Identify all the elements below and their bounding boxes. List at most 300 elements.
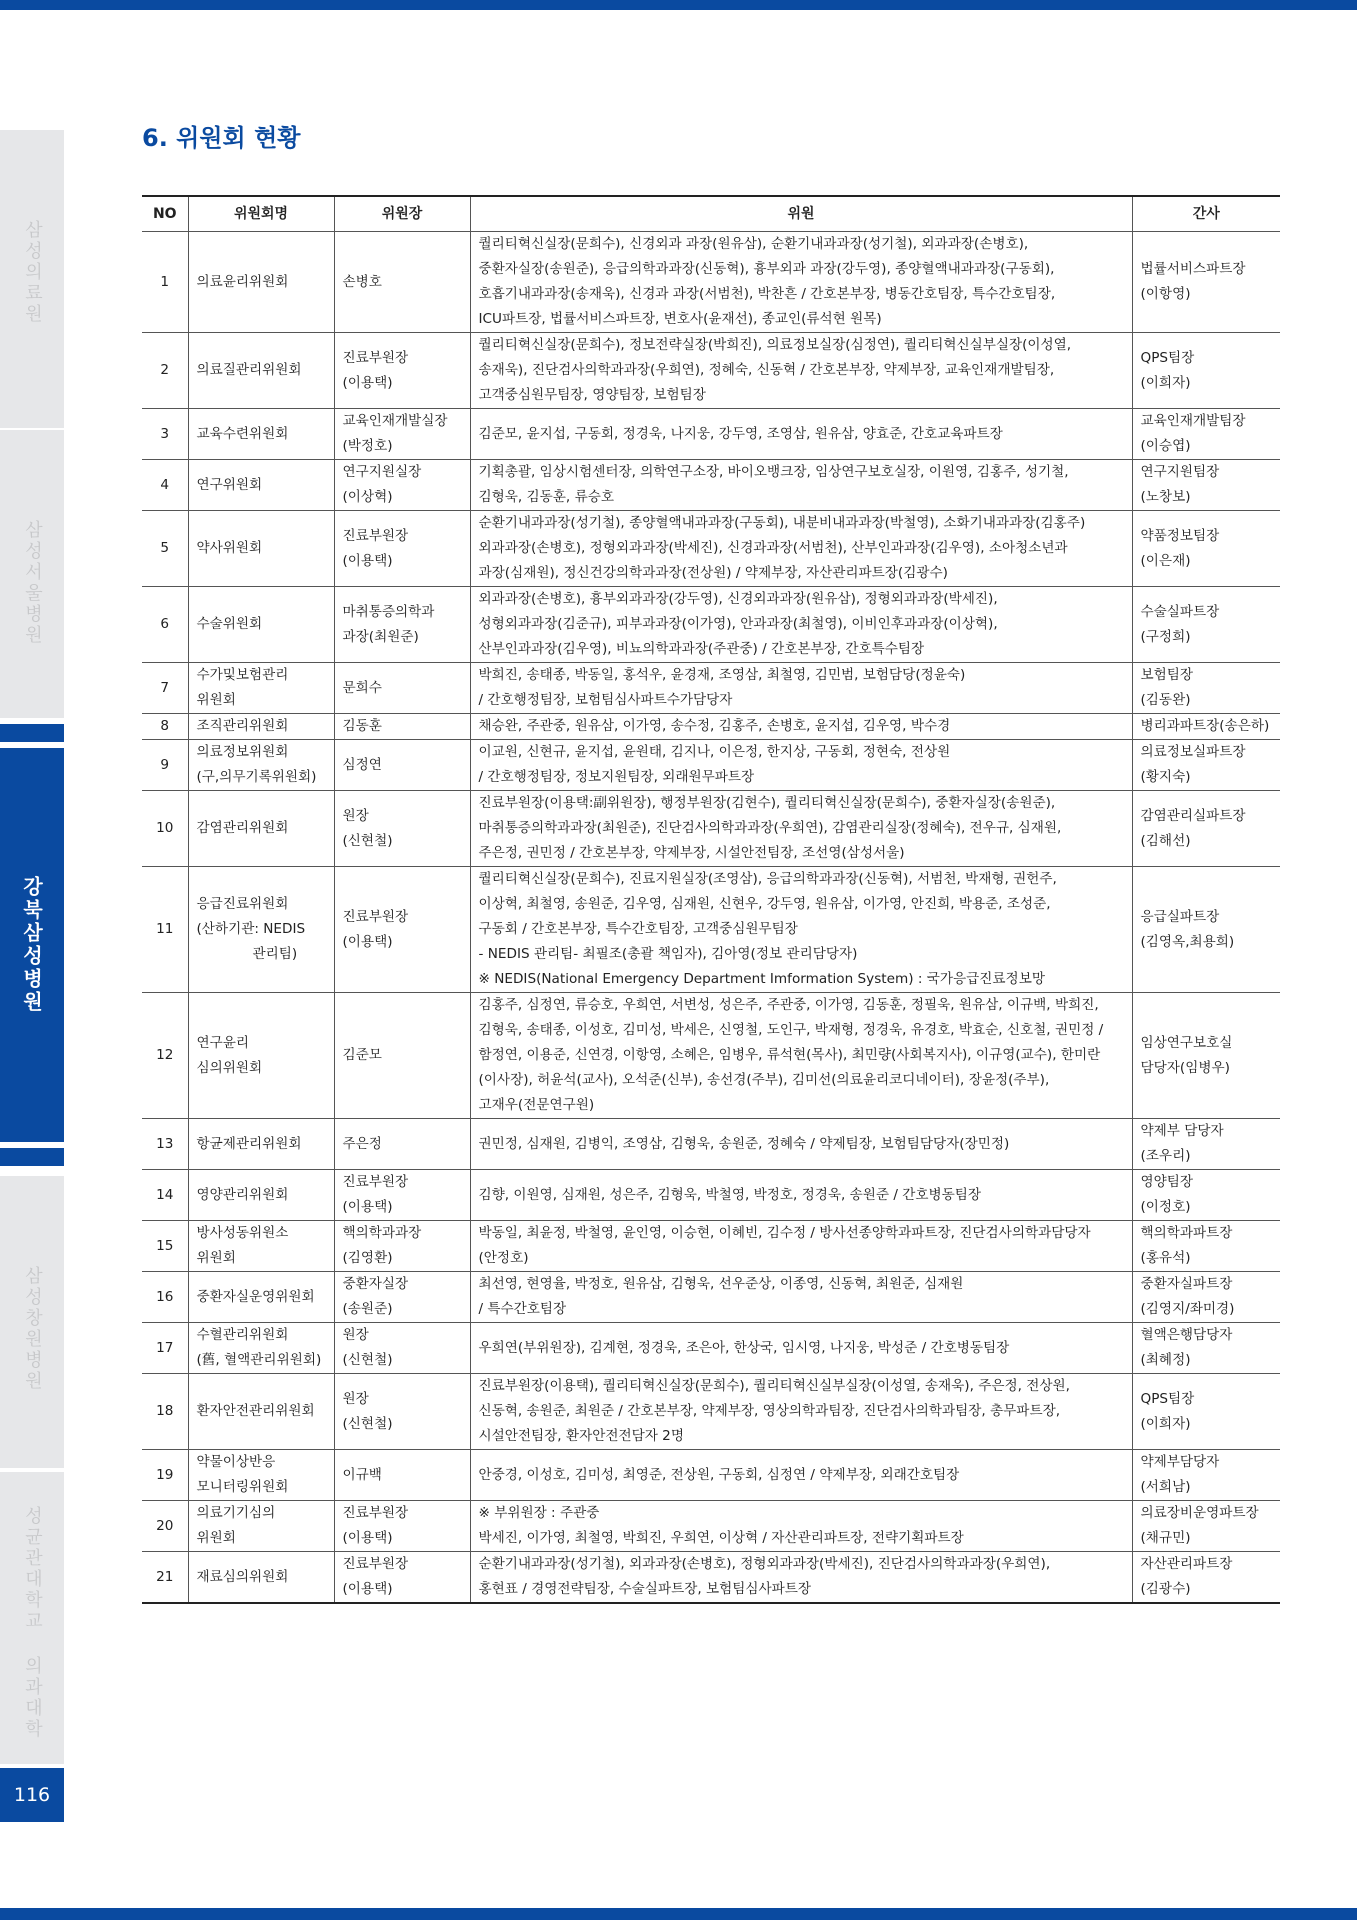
secretary-line: (김영지/좌미경) <box>1140 1301 1235 1317</box>
table-row <box>142 232 1280 333</box>
secretary-line: (이항영) <box>1140 286 1191 302</box>
committee-name-line: 위원회 <box>196 1250 236 1266</box>
secretary-line: 수술실파트장 <box>1140 603 1220 620</box>
row-number: 18 <box>142 1374 188 1450</box>
members-cell <box>470 511 1132 587</box>
chair-cell <box>334 740 470 791</box>
table-row <box>142 1501 1280 1552</box>
members-line: 성형외과과장(김준규), 피부과과장(이가영), 안과과장(최철영), 이비인후과과장(이상혁), <box>478 616 998 632</box>
members-line: 안중경, 이성호, 김미성, 최영준, 전상원, 구동회, 심정연 / 약제부장, 외래간호팀장 <box>478 1466 960 1483</box>
chair-line: 중환자실장 <box>342 1276 409 1292</box>
chair-cell <box>334 1450 470 1501</box>
secretary-cell <box>1132 333 1280 409</box>
side-tab-label: 성균관대학교 의과대학 <box>22 1506 43 1740</box>
secretary-line: (김광수) <box>1140 1581 1191 1597</box>
committee-name-line: 감염관리위원회 <box>196 820 289 836</box>
chair-line: 손병호 <box>342 273 382 290</box>
secretary-line: 자산관리파트장 <box>1140 1556 1233 1572</box>
members-cell <box>470 867 1132 993</box>
members-cell <box>470 663 1132 714</box>
members-line: 마취통증의학과과장(최원준), 진단검사의학과과장(우희연), 감염관리실장(정혜숙), 전우규, 심재원, <box>478 820 1062 836</box>
members-line: 박희진, 송태종, 박동일, 홍석우, 윤경재, 조영삼, 최철영, 김민범, 보험담당(정윤숙) <box>478 667 966 683</box>
table-row <box>142 1221 1280 1272</box>
header-no: NO <box>142 196 188 232</box>
secretary-line: 핵의학과파트장 <box>1140 1225 1233 1241</box>
table-row <box>142 1450 1280 1501</box>
chair-line: 김동훈 <box>342 718 382 734</box>
side-tab-label: 삼성창원병원 <box>22 1266 43 1392</box>
members-cell <box>470 1170 1132 1221</box>
secretary-line: (조우리) <box>1140 1148 1191 1164</box>
secretary-line: 교육인재개발팀장 <box>1140 413 1246 429</box>
chair-line: 마취통증의학과 <box>342 603 435 620</box>
active-tab-strip-top <box>0 724 64 742</box>
members-cell <box>470 740 1132 791</box>
secretary-line: 응급실파트장 <box>1140 908 1220 925</box>
chair-cell <box>334 791 470 867</box>
side-tab-skku-medicine[interactable] <box>0 1472 64 1764</box>
members-line: 호흡기내과과장(송재욱), 신경과 과장(서범천), 박찬흔 / 간호본부장, 병동간호팀장, 특수간호팀장, <box>478 286 1056 302</box>
committee-name-line: 방사성동위원소 <box>196 1225 289 1241</box>
table-row <box>142 460 1280 511</box>
chair-cell <box>334 867 470 993</box>
members-line: 김향, 이원영, 심재원, 성은주, 김형욱, 박철영, 박정호, 정경욱, 송원준 / 간호병동팀장 <box>478 1186 982 1203</box>
chair-line: 원장 <box>342 1390 369 1407</box>
chair-line: (신현철) <box>342 832 393 849</box>
chair-line: 원장 <box>342 807 369 824</box>
chair-line: 진료부원장 <box>342 527 409 544</box>
table-row <box>142 1552 1280 1604</box>
table-row <box>142 1323 1280 1374</box>
chair-cell <box>334 663 470 714</box>
secretary-line: (김해선) <box>1140 832 1191 849</box>
members-cell <box>470 333 1132 409</box>
committee-name-cell <box>188 409 334 460</box>
secretary-cell <box>1132 1552 1280 1604</box>
committee-name-cell <box>188 663 334 714</box>
chair-cell <box>334 232 470 333</box>
secretary-cell <box>1132 1374 1280 1450</box>
row-number: 17 <box>142 1323 188 1374</box>
committee-name-cell <box>188 867 334 993</box>
secretary-cell <box>1132 1450 1280 1501</box>
members-line: 기획총괄, 임상시험센터장, 의학연구소장, 바이오뱅크장, 임상연구보호실장, 이원영, 김홍주, 성기철, <box>478 464 1069 480</box>
table-row <box>142 740 1280 791</box>
secretary-line: (이희자) <box>1140 374 1191 391</box>
secretary-cell <box>1132 993 1280 1119</box>
table-row <box>142 1119 1280 1170</box>
members-line: 순환기내과과장(성기철), 종양혈액내과과장(구동회), 내분비내과과장(박철영), 소화기내과과장(김홍주) <box>478 515 1086 531</box>
committee-name-line: 항균제관리위원회 <box>196 1135 302 1152</box>
chair-line: 문희수 <box>342 679 382 696</box>
members-line: ICU파트장, 법률서비스파트장, 변호사(윤재선), 종교인(류석현 원목) <box>478 311 882 327</box>
chair-line: 주은정 <box>342 1135 382 1152</box>
chair-line: 진료부원장 <box>342 908 409 925</box>
side-tab-label: 삼성서울병원 <box>22 520 43 646</box>
secretary-cell <box>1132 1323 1280 1374</box>
committee-name-line: 수혈관리위원회 <box>196 1327 289 1343</box>
committee-name-cell <box>188 1501 334 1552</box>
row-number: 11 <box>142 867 188 993</box>
secretary-cell <box>1132 232 1280 333</box>
secretary-line: 의료장비운영파트장 <box>1140 1505 1259 1521</box>
members-cell <box>470 1221 1132 1272</box>
page-title: 6. 위원회 현황 <box>142 124 301 152</box>
members-cell <box>470 1450 1132 1501</box>
side-tab-kangbuk-samsung-hospital[interactable] <box>0 748 64 1142</box>
secretary-cell <box>1132 1170 1280 1221</box>
row-number: 12 <box>142 993 188 1119</box>
members-line: (이사장), 허윤석(교사), 오석준(신부), 송선경(주부), 김미선(의료윤리코디네이터), 장윤정(주부), <box>478 1072 1050 1088</box>
secretary-cell <box>1132 511 1280 587</box>
committee-name-line: 환자안전관리위원회 <box>196 1403 315 1419</box>
members-line: 김홍주, 심정연, 류승호, 우희연, 서변성, 성은주, 주관중, 이가영, 김동훈, 정필욱, 원유삼, 이규백, 박희진, <box>478 997 1099 1013</box>
members-cell <box>470 1272 1132 1323</box>
committee-name-cell <box>188 993 334 1119</box>
committee-name-cell <box>188 1221 334 1272</box>
header-chair: 위원장 <box>334 196 470 232</box>
secretary-line: QPS팀장 <box>1140 1390 1195 1407</box>
table-row <box>142 791 1280 867</box>
members-line: 송재욱), 진단검사의학과과장(우희연), 정혜숙, 신동혁 / 간호본부장, 약제부장, 교육인재개발팀장, <box>478 362 1055 378</box>
members-line: 퀄리티혁신실장(문희수), 신경외과 과장(원유삼), 순환기내과과장(성기철), 외과과장(손병호), <box>478 236 1029 252</box>
secretary-line: 법률서비스파트장 <box>1140 261 1246 277</box>
members-line: / 간호행정팀장, 보험팀심사파트수가담당자 <box>478 692 733 708</box>
secretary-cell <box>1132 1272 1280 1323</box>
side-tab-samsung-changwon-hospital[interactable] <box>0 1176 64 1468</box>
members-line: 진료부원장(이용택), 퀄리티혁신실장(문희수), 퀄리티혁신실부실장(이성열, 송재욱), 주은정, 전상원, <box>478 1378 1070 1394</box>
chair-cell <box>334 511 470 587</box>
members-cell <box>470 714 1132 740</box>
committee-name-line: 수가및보험관리 <box>196 667 289 683</box>
top-accent-bar <box>0 0 1357 10</box>
row-number: 7 <box>142 663 188 714</box>
committee-name-line: 의료기기심의 <box>196 1505 276 1521</box>
committee-name-cell <box>188 1450 334 1501</box>
table-row <box>142 663 1280 714</box>
secretary-line: 병리과파트장(송은하) <box>1140 718 1270 734</box>
secretary-cell <box>1132 791 1280 867</box>
committee-name-line: 관리팀) <box>252 946 298 962</box>
header-secretary: 간사 <box>1132 196 1280 232</box>
table-row <box>142 1374 1280 1450</box>
row-number: 15 <box>142 1221 188 1272</box>
committee-name-line: 약물이상반응 <box>196 1454 276 1470</box>
members-cell <box>470 587 1132 663</box>
table-row <box>142 333 1280 409</box>
secretary-line: 혈액은행담당자 <box>1140 1327 1233 1343</box>
secretary-line: (이은재) <box>1140 552 1191 569</box>
header-members: 위원 <box>470 196 1132 232</box>
chair-line: 연구지원실장 <box>342 464 422 480</box>
chair-line: 진료부원장 <box>342 1556 409 1572</box>
members-line: 산부인과과장(김우영), 비뇨의학과과장(주관중) / 간호본부장, 간호특수팀장 <box>478 641 925 657</box>
row-number: 6 <box>142 587 188 663</box>
secretary-cell <box>1132 1501 1280 1552</box>
secretary-line: (김영옥,최용희) <box>1140 933 1235 950</box>
row-number: 8 <box>142 714 188 740</box>
committee-name-line: 교육수련위원회 <box>196 425 289 442</box>
table-row <box>142 587 1280 663</box>
members-line: 신동혁, 송원준, 최원준 / 간호본부장, 약제부장, 영상의학과팀장, 진단검사의학과팀장, 총무파트장, <box>478 1403 1061 1419</box>
secretary-line: 약제부 담당자 <box>1140 1123 1224 1139</box>
chair-line: 과장(최원준) <box>342 628 419 645</box>
committee-name-line: 영양관리위원회 <box>196 1186 289 1203</box>
members-cell <box>470 993 1132 1119</box>
secretary-line: 보험팀장 <box>1140 667 1194 683</box>
chair-cell <box>334 1119 470 1170</box>
bottom-accent-bar <box>0 1908 1357 1920</box>
members-line: - NEDIS 관리팀- 최필조(총괄 책임자), 김아영(정보 관리담당자) <box>478 946 858 962</box>
chair-line: 원장 <box>342 1327 369 1343</box>
chair-line: 진료부원장 <box>342 1505 409 1521</box>
table-row <box>142 511 1280 587</box>
committee-name-line: 약사위원회 <box>196 540 263 556</box>
committee-name-line: 조직관리위원회 <box>196 718 289 734</box>
members-line: 중환자실장(송원준), 응급의학과과장(신동혁), 흉부외과 과장(강두영), 종양혈액내과과장(구동회), <box>478 261 1055 277</box>
secretary-cell <box>1132 663 1280 714</box>
secretary-line: (최혜정) <box>1140 1352 1191 1368</box>
members-line: 이상혁, 최철영, 송원준, 김우영, 심재원, 신현우, 강두영, 원유삼, 이가영, 안진희, 박용준, 조성준, <box>478 896 1051 912</box>
members-cell <box>470 1501 1132 1552</box>
members-line: 함정연, 이용준, 신연경, 이항영, 소혜은, 임병우, 류석현(목사), 최민량(사회복지사), 이규영(교수), 한미란 <box>478 1047 1101 1063</box>
header-committee-name: 위원회명 <box>188 196 334 232</box>
committee-name-cell <box>188 511 334 587</box>
members-line: 고재우(전문연구원) <box>478 1097 595 1113</box>
table-row <box>142 1272 1280 1323</box>
secretary-line: 담당자(임병우) <box>1140 1059 1230 1076</box>
committee-name-line: 위원회 <box>196 1530 236 1546</box>
committee-name-cell <box>188 587 334 663</box>
chair-line: 교육인재개발실장 <box>342 413 448 429</box>
committee-name-cell <box>188 1323 334 1374</box>
secretary-line: 영양팀장 <box>1140 1174 1194 1190</box>
row-number: 16 <box>142 1272 188 1323</box>
side-tab-label: 강북삼성병원 <box>19 876 44 1014</box>
secretary-line: (이정호) <box>1140 1199 1191 1215</box>
committee-name-cell <box>188 232 334 333</box>
committee-name-cell <box>188 714 334 740</box>
members-cell <box>470 1323 1132 1374</box>
secretary-line: 약품정보팀장 <box>1140 527 1220 544</box>
members-cell <box>470 1552 1132 1604</box>
side-tab-samsung-medical-center[interactable] <box>0 130 64 428</box>
secretary-line: 감염관리실파트장 <box>1140 807 1246 824</box>
committee-name-line: 심의위원회 <box>196 1059 263 1076</box>
committee-name-cell <box>188 1552 334 1604</box>
row-number: 20 <box>142 1501 188 1552</box>
row-number: 5 <box>142 511 188 587</box>
chair-line: (이용택) <box>342 933 393 950</box>
members-line: 퀄리티혁신실장(문희수), 정보전략실장(박희진), 의료정보실장(심정연), 퀄리티혁신실부실장(이성열, <box>478 337 1072 353</box>
row-number: 1 <box>142 232 188 333</box>
row-number: 2 <box>142 333 188 409</box>
secretary-cell <box>1132 587 1280 663</box>
chair-line: (박정호) <box>342 438 393 454</box>
row-number: 9 <box>142 740 188 791</box>
secretary-cell <box>1132 460 1280 511</box>
chair-cell <box>334 333 470 409</box>
table-row <box>142 714 1280 740</box>
committee-name-line: 연구윤리 <box>196 1034 250 1051</box>
row-number: 4 <box>142 460 188 511</box>
secretary-line: 연구지원팀장 <box>1140 464 1220 480</box>
secretary-line: (이희자) <box>1140 1415 1191 1432</box>
members-line: 권민정, 심재원, 김병익, 조영삼, 김형욱, 송원준, 정혜숙 / 약제팀장, 보험팀담당자(장민정) <box>478 1135 1010 1152</box>
members-cell <box>470 1374 1132 1450</box>
chair-line: 이규백 <box>342 1466 382 1483</box>
committee-name-line: 수술위원회 <box>196 616 263 632</box>
members-line: 박동일, 최윤정, 박철영, 윤인영, 이승현, 이혜빈, 김수정 / 방사선종양학과파트장, 진단검사의학과담당자 <box>478 1225 1091 1241</box>
members-line: 과장(심재원), 정신건강의학과과장(전상원) / 약제부장, 자산관리파트장(김광수) <box>478 565 948 581</box>
row-number: 3 <box>142 409 188 460</box>
members-line: 최선영, 현영율, 박정호, 원유삼, 김형욱, 선우준상, 이종영, 신동혁, 최원준, 심재원 <box>478 1276 964 1292</box>
chair-cell <box>334 1501 470 1552</box>
members-cell <box>470 232 1132 333</box>
table-row <box>142 409 1280 460</box>
committee-table <box>142 195 1280 1604</box>
chair-line: 핵의학과과장 <box>342 1225 422 1241</box>
committee-name-line: 의료정보위원회 <box>196 744 289 760</box>
committee-name-cell <box>188 1374 334 1450</box>
members-cell <box>470 460 1132 511</box>
secretary-cell <box>1132 1119 1280 1170</box>
secretary-line: 중환자실파트장 <box>1140 1276 1233 1292</box>
secretary-cell <box>1132 867 1280 993</box>
committee-name-line: (구,의무기록위원회) <box>196 769 317 785</box>
row-number: 19 <box>142 1450 188 1501</box>
active-tab-strip-bottom <box>0 1148 64 1166</box>
chair-cell <box>334 1552 470 1604</box>
committee-name-cell <box>188 791 334 867</box>
chair-cell <box>334 1374 470 1450</box>
chair-cell <box>334 587 470 663</box>
committee-name-line: 연구위원회 <box>196 476 263 493</box>
secretary-line: (노창보) <box>1140 489 1191 505</box>
secretary-line: 임상연구보호실 <box>1140 1034 1233 1051</box>
committee-name-line: 위원회 <box>196 692 236 708</box>
chair-line: 진료부원장 <box>342 349 409 366</box>
secretary-cell <box>1132 1221 1280 1272</box>
committee-name-line: 중환자실운영위원회 <box>196 1288 315 1305</box>
committee-name-line: (산하기관: NEDIS <box>196 921 306 937</box>
chair-line: (이용택) <box>342 374 393 391</box>
chair-cell <box>334 460 470 511</box>
chair-cell <box>334 993 470 1119</box>
committee-name-line: (舊, 혈액관리위원회) <box>196 1352 322 1368</box>
chair-line: (송원준) <box>342 1301 393 1317</box>
members-line: 홍현표 / 경영전략팀장, 수술실파트장, 보험팀심사파트장 <box>478 1581 812 1597</box>
committee-name-cell <box>188 1119 334 1170</box>
chair-line: 진료부원장 <box>342 1174 409 1190</box>
secretary-line: (이승엽) <box>1140 438 1191 454</box>
committee-name-line: 의료윤리위원회 <box>196 273 289 290</box>
members-line: 김형욱, 송태종, 이성호, 김미성, 박세은, 신영철, 도인구, 박재형, 정경욱, 유경호, 박효순, 신호철, 권민정 / <box>478 1022 1104 1038</box>
committee-name-cell <box>188 1272 334 1323</box>
committee-name-line: 의료질관리위원회 <box>196 362 302 378</box>
table-row <box>142 993 1280 1119</box>
members-line: ※ NEDIS(National Emergency Department Imformation System) : 국가응급진료정보망 <box>478 971 1045 987</box>
secretary-line: 의료정보실파트장 <box>1140 744 1246 760</box>
table-row <box>142 867 1280 993</box>
secretary-line: (채규민) <box>1140 1530 1191 1546</box>
members-line: 고객중심원무팀장, 영양팀장, 보험팀장 <box>478 387 706 403</box>
members-line: ※ 부위원장 : 주관중 <box>478 1505 600 1521</box>
page-number: 116 <box>0 1768 64 1822</box>
committee-name-cell <box>188 333 334 409</box>
members-line: 주은정, 권민정 / 간호본부장, 약제부장, 시설안전팀장, 조선영(삼성서울) <box>478 845 905 861</box>
secretary-line: (서희남) <box>1140 1479 1191 1495</box>
chair-cell <box>334 1323 470 1374</box>
members-line: 외과과장(손병호), 흉부외과과장(강두영), 신경외과과장(원유삼), 정형외과과장(박세진), <box>478 591 998 607</box>
chair-line: (김영환) <box>342 1250 393 1266</box>
members-line: 시설안전팀장, 환자안전전담자 2명 <box>478 1428 684 1444</box>
table-header-row <box>142 196 1280 232</box>
members-line: 퀄리티혁신실장(문희수), 진료지원실장(조영삼), 응급의학과과장(신동혁), 서범천, 박재형, 권헌주, <box>478 871 1057 887</box>
chair-line: (신현철) <box>342 1415 393 1432</box>
row-number: 10 <box>142 791 188 867</box>
members-line: 순환기내과과장(성기철), 외과과장(손병호), 정형외과과장(박세진), 진단검사의학과과장(우희연), <box>478 1556 1051 1572</box>
secretary-line: (홍유석) <box>1140 1250 1191 1266</box>
members-line: 우희연(부위원장), 김계현, 정경욱, 조은아, 한상국, 임시영, 나지웅, 박성준 / 간호병동팀장 <box>478 1339 1010 1356</box>
members-cell <box>470 409 1132 460</box>
secretary-line: (김동완) <box>1140 692 1191 708</box>
chair-line: (이용택) <box>342 552 393 569</box>
chair-cell <box>334 1272 470 1323</box>
committee-name-line: 모니터링위원회 <box>196 1479 289 1495</box>
secretary-cell <box>1132 740 1280 791</box>
chair-line: (이용택) <box>342 1581 393 1597</box>
secretary-line: 약제부담당자 <box>1140 1454 1220 1470</box>
secretary-line: QPS팀장 <box>1140 349 1195 366</box>
chair-cell <box>334 1221 470 1272</box>
secretary-line: (황지숙) <box>1140 769 1191 785</box>
secretary-line: (구정희) <box>1140 628 1191 645</box>
chair-cell <box>334 714 470 740</box>
side-tab-label: 삼성의료원 <box>22 220 43 325</box>
committee-name-cell <box>188 1170 334 1221</box>
members-line: 구동회 / 간호본부장, 특수간호팀장, 고객중심원무팀장 <box>478 921 798 937</box>
chair-line: (이상혁) <box>342 489 393 505</box>
chair-line: 김준모 <box>342 1047 382 1063</box>
members-line: 외과과장(손병호), 정형외과과장(박세진), 신경과과장(서범천), 산부인과과장(김우영), 소아청소년과 <box>478 540 1068 556</box>
secretary-cell <box>1132 409 1280 460</box>
table-body <box>142 232 1280 1604</box>
chair-line: 심정연 <box>342 756 382 773</box>
chair-cell <box>334 1170 470 1221</box>
row-number: 14 <box>142 1170 188 1221</box>
members-line: / 간호행정팀장, 정보지원팀장, 외래원무파트장 <box>478 769 755 785</box>
committee-name-line: 재료심의위원회 <box>196 1568 289 1585</box>
chair-cell <box>334 409 470 460</box>
members-line: 이교원, 신현규, 윤지섭, 윤원태, 김지나, 이은정, 한지상, 구동회, 정현숙, 전상원 <box>478 744 951 760</box>
committee-name-cell <box>188 460 334 511</box>
row-number: 13 <box>142 1119 188 1170</box>
committee-name-cell <box>188 740 334 791</box>
side-tab-samsung-seoul-hospital[interactable] <box>0 428 64 718</box>
members-cell <box>470 1119 1132 1170</box>
chair-line: (이용택) <box>342 1530 393 1546</box>
table-row <box>142 1170 1280 1221</box>
chair-line: (신현철) <box>342 1352 393 1368</box>
secretary-cell <box>1132 714 1280 740</box>
committee-name-line: 응급진료위원회 <box>196 896 289 912</box>
members-line: (안정호) <box>478 1250 529 1266</box>
row-number: 21 <box>142 1552 188 1604</box>
members-line: 김형욱, 김동훈, 류승호 <box>478 489 614 505</box>
members-cell <box>470 791 1132 867</box>
members-line: 김준모, 윤지섭, 구동회, 정경욱, 나지웅, 강두영, 조영삼, 원유삼, 양효준, 간호교육파트장 <box>478 425 1003 442</box>
